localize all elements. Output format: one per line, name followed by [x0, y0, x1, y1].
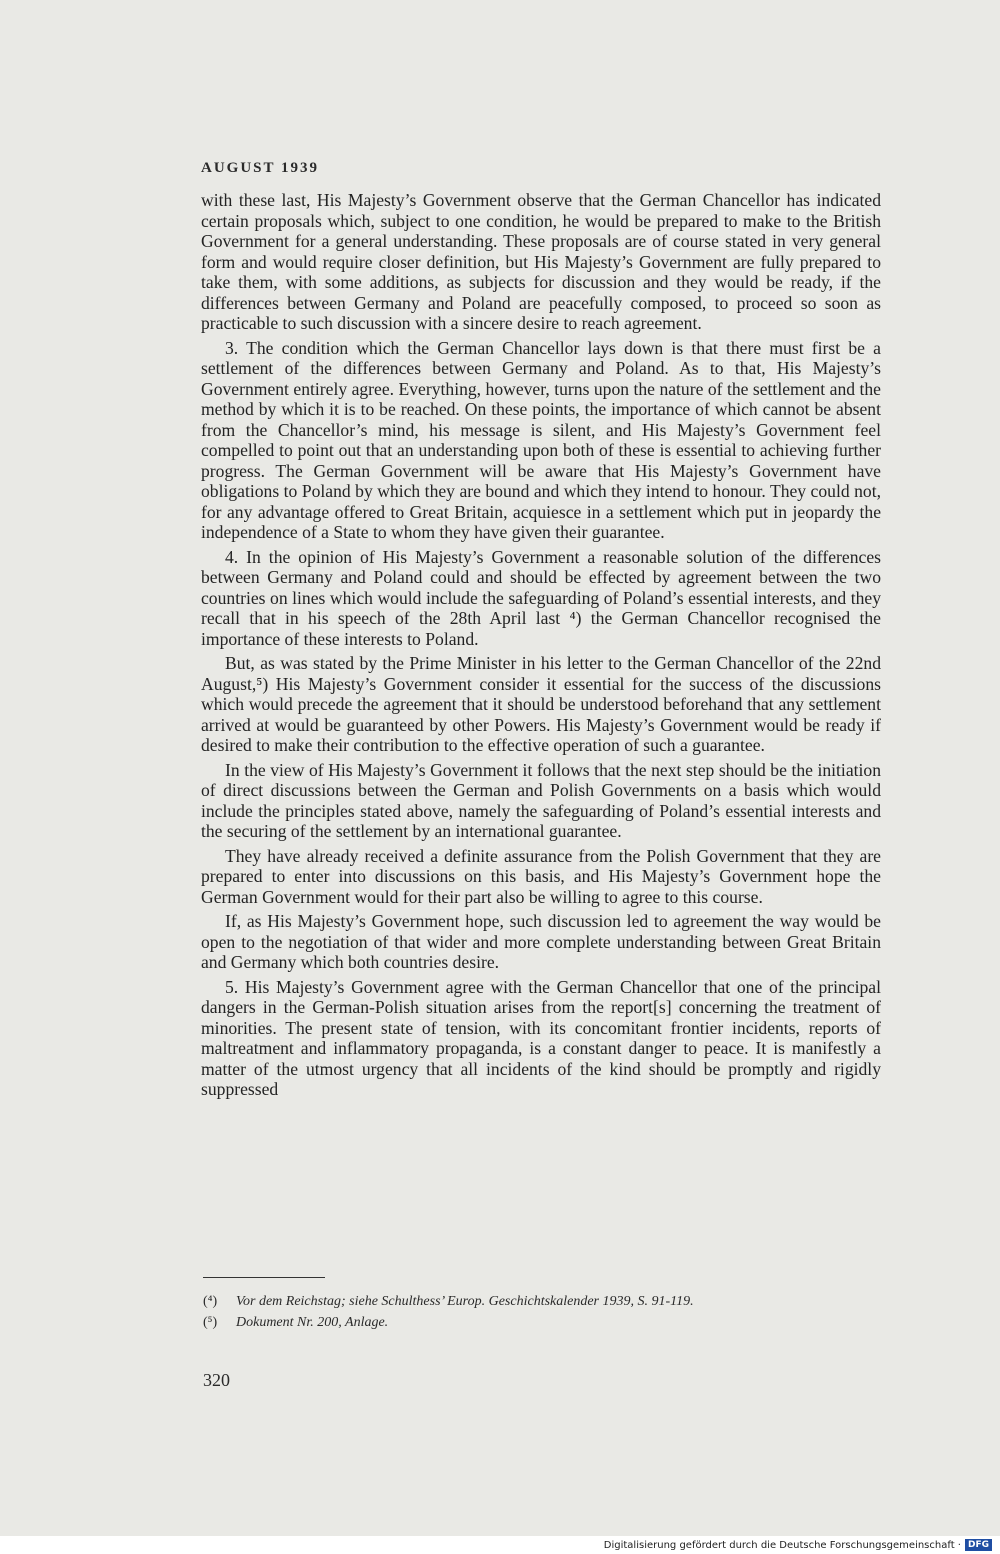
page-number: 320 — [203, 1370, 230, 1390]
body-text — [201, 190, 881, 1104]
dfg-logo-icon: DFG — [965, 1539, 992, 1551]
footnote — [203, 1312, 883, 1333]
paragraph: 3. The condition which the German Chancellor lays down is that there must first be a settlement of the differences between Germany and Poland. As to that, His Majesty’s Government entirely agree. Everything, however, turns upon the nature of the settlement and the method by which it is to be reached. On these points, the importance of which cannot be absent from the Chancellor’s mind, his message is silent, and His Majesty’s Government feel compelled to point out that an understanding upon both of these is essential to achieving further progress. The German Government will be aware that His Majesty’s Government have obligations to Poland by which they are bound and which they intend to honour. They could not, for any advantage offered to Great Britain, acquiesce in a settlement which put in jeopardy the independence of a State to whom they have given their guarantee. — [201, 337, 881, 542]
paragraph: If, as His Majesty’s Government hope, such discussion led to agreement the way would be open to the negotiation of that wider and more complete understanding between Great Britain and Germany which both countries desire. — [201, 911, 881, 972]
paragraph: In the view of His Majesty’s Government it follows that the next step should be the initiation of direct discussions between the German and Polish Governments on a basis which would include the principles stated above, namely the safeguarding of Poland’s essential interests and the securing of the settlement by an international guarantee. — [201, 759, 881, 841]
paragraph: with these last, His Majesty’s Government observe that the German Chancellor has indicated certain proposals which, subject to one condition, he would be prepared to make to the British Government for a general understanding. These proposals are of course stated in very general form and would require closer definition, but His Majesty’s Government are fully prepared to take them, with some additions, as subjects for discussion and they would be ready, if the differences between Germany and Poland are peacefully composed, to proceed so soon as practicable to such discussion with a sincere desire to reach agreement. — [201, 190, 881, 333]
paragraph: 4. In the opinion of His Majesty’s Government a reasonable solution of the differences between Germany and Poland could and should be effected by agreement between the two countries on lines which would include the safeguarding of Poland’s essential interests, and they recall that in his speech of the 28th April last ⁴) the German Chancellor recognised the importance of these interests to Poland. — [201, 546, 881, 649]
footnote-text: Vor dem Reichstag; siehe Schulthess’ Europ. Geschichtskalender 1939, S. 91-119. — [236, 1294, 694, 1309]
paragraph: 5. His Majesty’s Government agree with the German Chancellor that one of the principal dangers in the German-Polish situation arises from the report[s] concerning the treatment of minorities. The present state of tension, with its concomitant frontier incidents, reports of maltreatment and inflammatory propaganda, is a constant danger to peace. It is manifestly a matter of the utmost urgency that all incidents of the kind should be promptly and rigidly suppressed — [201, 976, 881, 1099]
footnote-mark: (⁴) — [203, 1294, 218, 1309]
credit-text: Digitalisierung gefördert durch die Deutsche Forschungsgemeinschaft · — [603, 1539, 961, 1551]
footnote-text: Dokument Nr. 200, Anlage. — [236, 1315, 389, 1330]
paragraph: But, as was stated by the Prime Minister in his letter to the German Chancellor of the 22nd August,⁵) His Majesty’s Government consider it essential for the success of the discussions which would precede the agreement that it should be understood beforehand that any settlement arrived at would be guaranteed by other Powers. His Majesty’s Government would be ready if desired to make their contribution to the effective operation of such a guarantee. — [201, 653, 881, 755]
paragraph: They have already received a definite assurance from the Polish Government that they are prepared to enter into discussions on this basis, and His Majesty’s Government hope the German Government would for their part also be willing to agree to this course. — [201, 845, 881, 907]
footnote-divider — [203, 1277, 325, 1278]
footnote — [203, 1291, 883, 1312]
digitization-credit — [604, 1539, 992, 1551]
footnote-mark: (⁵) — [203, 1315, 218, 1330]
running-header: AUGUST 1939 — [201, 160, 319, 176]
footnotes — [203, 1291, 883, 1333]
